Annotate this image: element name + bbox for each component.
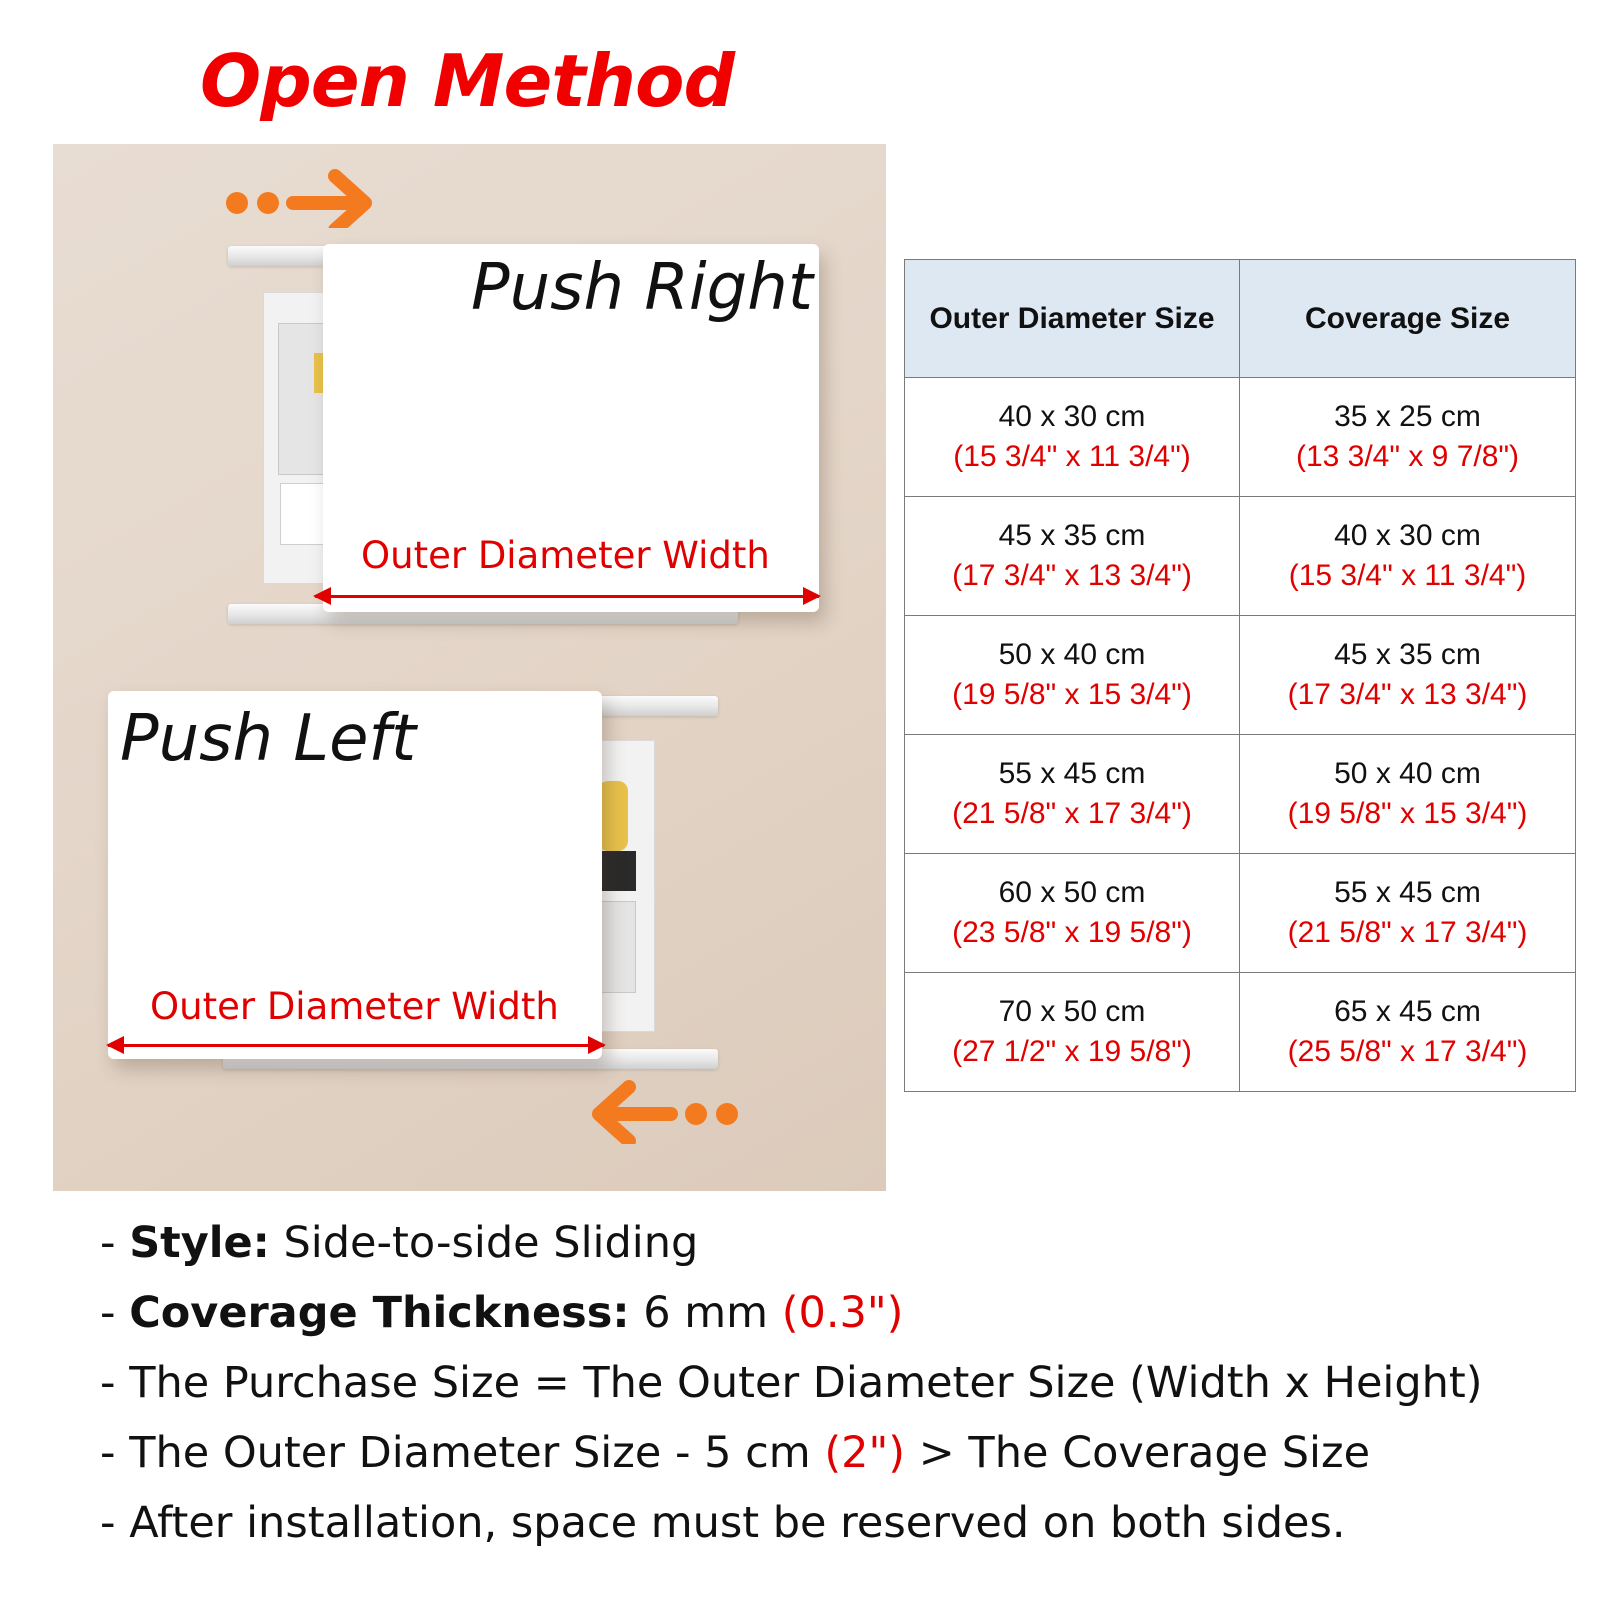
spec-text: The Purchase Size = The Outer Diameter Size (Width x Height) [129, 1358, 1483, 1408]
spec-text: > The Coverage Size [918, 1428, 1371, 1478]
outer-size-cell [905, 616, 1240, 735]
size-cm: 70 x 50 cm [998, 995, 1146, 1028]
coverage-size-cell [1240, 497, 1576, 616]
size-cm: 35 x 25 cm [1334, 400, 1481, 433]
size-inch: (19 5/8" x 15 3/4") [1287, 797, 1528, 830]
arrow-left-icon [581, 1074, 741, 1144]
width-dimension-arrow [315, 595, 819, 598]
spec-inch-value: (2") [824, 1428, 906, 1478]
sliding-panel-left [108, 691, 602, 1059]
table-row [905, 378, 1576, 497]
size-cm: 40 x 30 cm [998, 400, 1146, 433]
size-inch: (19 5/8" x 15 3/4") [952, 678, 1192, 711]
size-cm: 50 x 40 cm [998, 638, 1146, 671]
size-cm: 50 x 40 cm [1334, 757, 1481, 790]
size-inch: (15 3/4" x 11 3/4") [1288, 559, 1527, 592]
table-row [905, 735, 1576, 854]
coverage-size-cell [1240, 378, 1576, 497]
sliding-panel-right [323, 244, 819, 612]
arrow-right-icon [223, 158, 383, 228]
outer-size-cell [905, 973, 1240, 1092]
table-row [905, 854, 1576, 973]
spec-install-note: - After installation, space must be reserved on both sides. [100, 1498, 1346, 1548]
outer-width-label: Outer Diameter Width [150, 985, 559, 1028]
coverage-size-cell [1240, 616, 1576, 735]
size-inch: (21 5/8" x 17 3/4") [952, 797, 1192, 830]
spec-label: Style: [129, 1218, 270, 1268]
size-inch: (25 5/8" x 17 3/4") [1287, 1035, 1528, 1068]
table-header-row [905, 260, 1576, 378]
size-cm: 40 x 30 cm [1334, 519, 1481, 552]
size-inch: (27 1/2" x 19 5/8") [952, 1035, 1192, 1068]
size-cm: 55 x 45 cm [1334, 876, 1481, 909]
size-inch: (17 3/4" x 13 3/4") [1287, 678, 1528, 711]
coverage-size-cell [1240, 973, 1576, 1092]
spec-text: After installation, space must be reserved on both sides. [129, 1498, 1346, 1548]
outer-width-label: Outer Diameter Width [361, 534, 770, 577]
size-cm: 45 x 35 cm [1334, 638, 1481, 671]
size-inch: (15 3/4" x 11 3/4") [953, 440, 1191, 473]
push-right-label: Push Right [471, 251, 813, 325]
spec-value: 6 mm [643, 1288, 769, 1338]
coverage-size-cell [1240, 854, 1576, 973]
table-row [905, 973, 1576, 1092]
table-row [905, 616, 1576, 735]
column-header-outer-diameter: Outer Diameter Size [905, 260, 1240, 378]
spec-style: - Style: Side-to-side Sliding [100, 1218, 699, 1268]
size-inch: (21 5/8" x 17 3/4") [1287, 916, 1528, 949]
size-cm: 65 x 45 cm [1334, 995, 1481, 1028]
spec-label: Coverage Thickness: [129, 1288, 630, 1338]
spec-value: Side-to-side Sliding [283, 1218, 699, 1268]
spec-inch-value: (0.3") [781, 1288, 904, 1338]
spec-text: The Outer Diameter Size - 5 cm [129, 1428, 811, 1478]
size-inch: (13 3/4" x 9 7/8") [1295, 440, 1520, 473]
page-title: Open Method [200, 39, 735, 123]
spec-thickness: - Coverage Thickness: 6 mm (0.3") [100, 1288, 904, 1338]
spec-purchase-size: - The Purchase Size = The Outer Diameter Size (Width x Height) [100, 1358, 1483, 1408]
spec-size-rule: - The Outer Diameter Size - 5 cm (2") > The Coverage Size [100, 1428, 1371, 1478]
product-photo [53, 144, 886, 1191]
outer-size-cell [905, 854, 1240, 973]
width-dimension-arrow [108, 1044, 604, 1047]
table-row [905, 497, 1576, 616]
size-cm: 60 x 50 cm [998, 876, 1146, 909]
size-table [904, 259, 1576, 1092]
column-header-coverage: Coverage Size [1240, 260, 1576, 378]
size-inch: (23 5/8" x 19 5/8") [952, 916, 1192, 949]
outer-size-cell [905, 378, 1240, 497]
coverage-size-cell [1240, 735, 1576, 854]
size-cm: 45 x 35 cm [998, 519, 1146, 552]
push-left-label: Push Left [120, 702, 417, 776]
outer-size-cell [905, 735, 1240, 854]
size-cm: 55 x 45 cm [998, 757, 1146, 790]
spec-list [100, 1208, 1580, 1558]
outer-size-cell [905, 497, 1240, 616]
size-inch: (17 3/4" x 13 3/4") [952, 559, 1192, 592]
